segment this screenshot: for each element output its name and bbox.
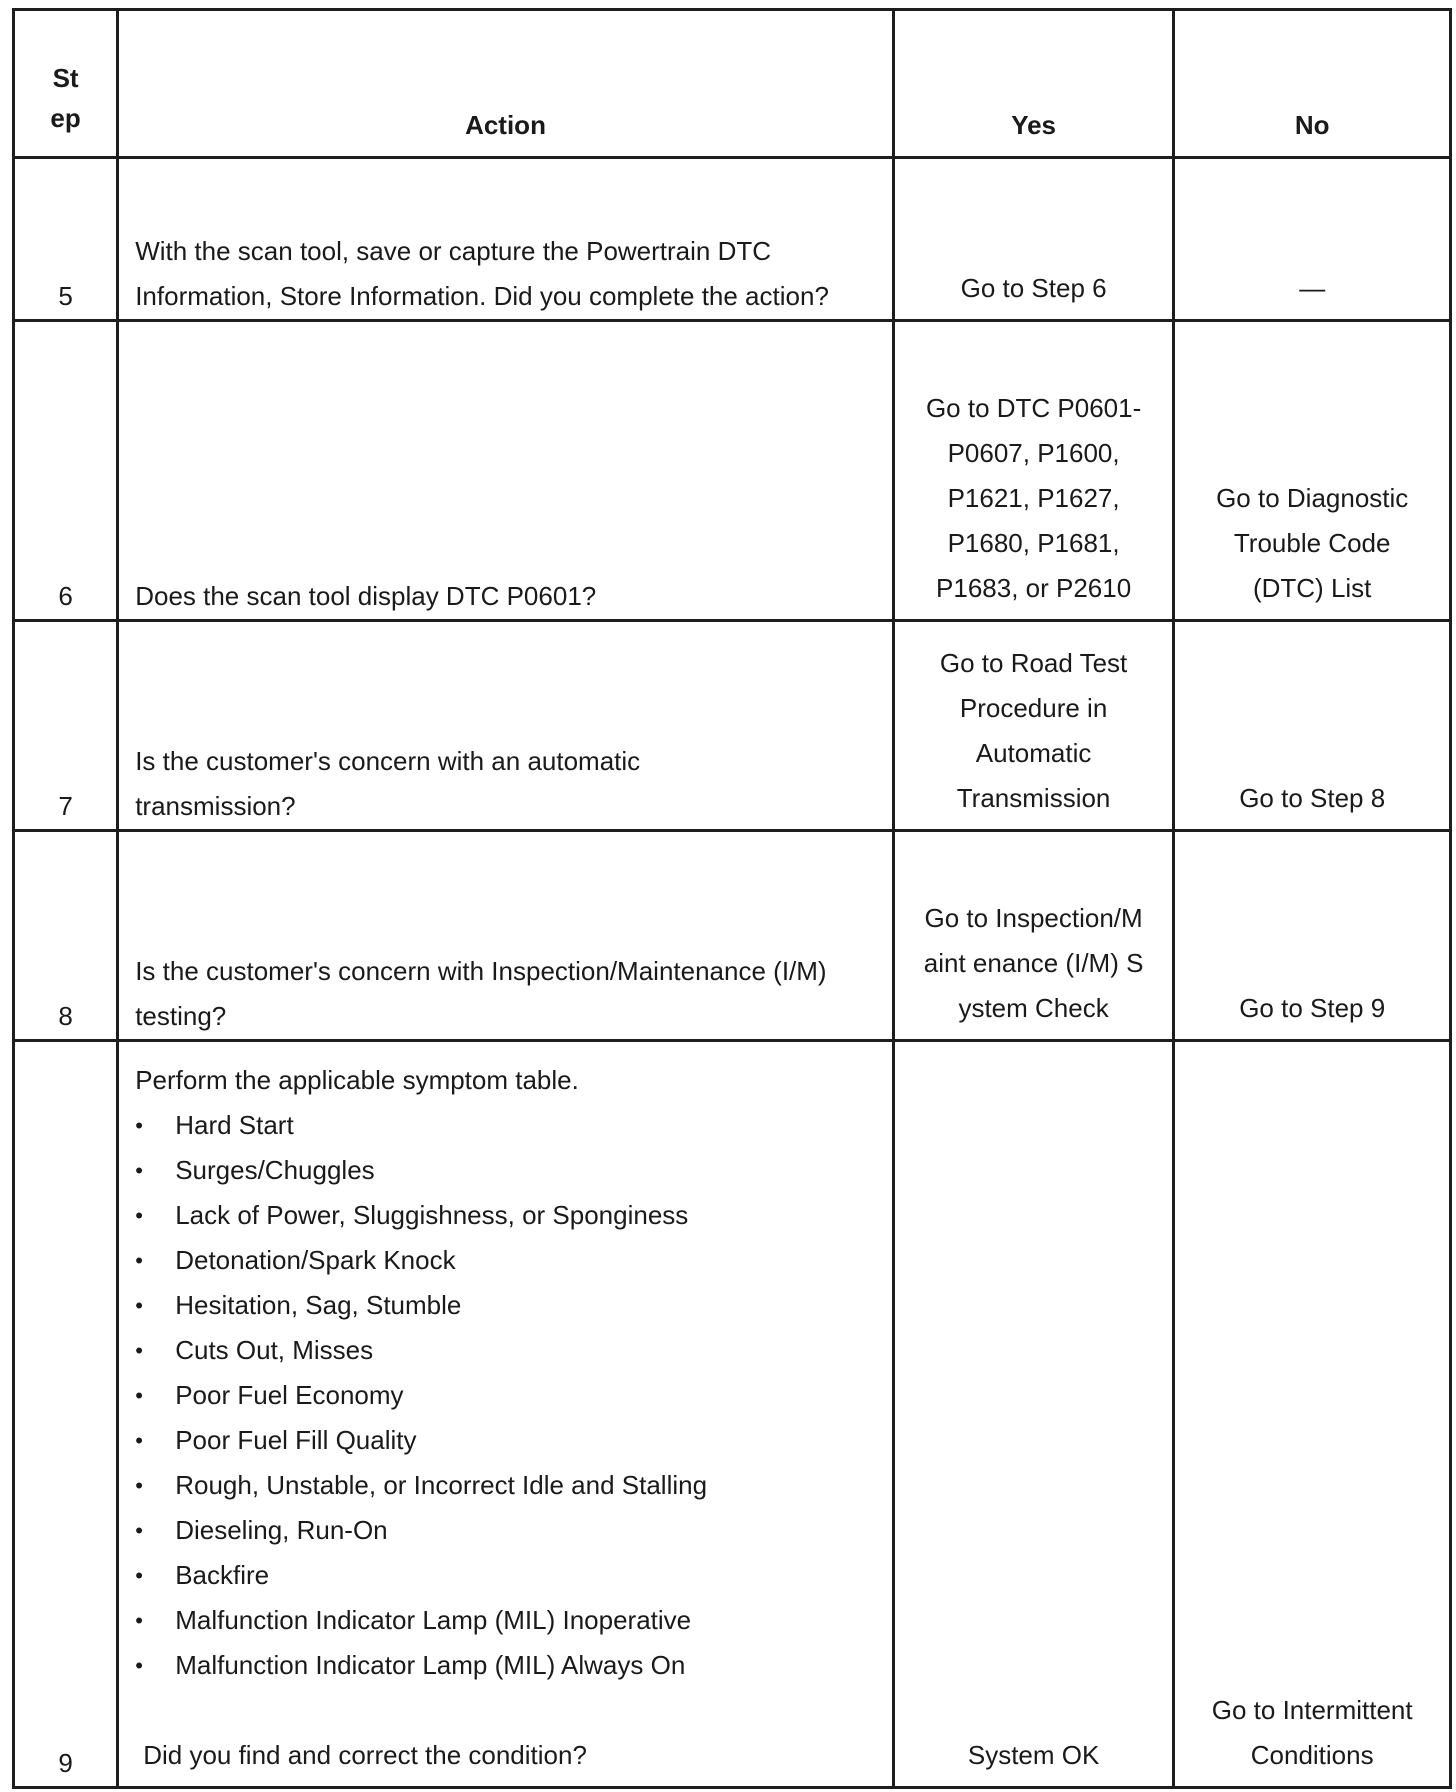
yes-cell: Go to Step 6 <box>893 158 1174 321</box>
header-action: Action <box>118 10 894 158</box>
yes-cell <box>893 831 1174 1041</box>
no-cell: — <box>1174 158 1451 321</box>
table-row <box>14 621 1451 831</box>
yes-text: Go to Road Test Procedure in Automatic Transmission <box>939 648 1128 813</box>
list-item: • Poor Fuel Economy <box>135 1373 878 1418</box>
list-item: • Backfire <box>135 1553 878 1598</box>
step-number: 7 <box>14 621 118 831</box>
action-cell: Does the scan tool display DTC P0601? <box>118 321 894 621</box>
list-item: • Poor Fuel Fill Quality <box>135 1418 878 1463</box>
table-row <box>14 831 1451 1041</box>
yes-cell <box>893 321 1174 621</box>
action-text: Is the customer's concern with an automatic transmission? <box>135 746 641 821</box>
list-item: • Dieseling, Run-On <box>135 1508 878 1553</box>
list-item: • Hard Start <box>135 1103 878 1148</box>
header-yes: Yes <box>893 10 1174 158</box>
action-cell: Is the customer's concern with Inspection/Maintenance (I/M) testing? <box>118 831 894 1041</box>
list-item: • Surges/Chuggles <box>135 1148 878 1193</box>
table-header-row <box>14 10 1451 158</box>
yes-text: Go to DTC P0601-P0607, P1600, P1621, P1627, P1680, P1681, P1683, or P2610 <box>925 393 1142 603</box>
list-item: • Lack of Power, Sluggishness, or Sponginess <box>135 1193 878 1238</box>
step-number: 5 <box>14 158 118 321</box>
action-cell <box>118 1041 894 1788</box>
header-no: No <box>1174 10 1451 158</box>
step-number: 6 <box>14 321 118 621</box>
no-cell <box>1174 321 1451 621</box>
action-intro: Perform the applicable symptom table. <box>135 1065 579 1095</box>
no-cell <box>1174 1041 1451 1788</box>
list-item: • Malfunction Indicator Lamp (MIL) Inoperative <box>135 1598 878 1643</box>
list-item: • Detonation/Spark Knock <box>135 1238 878 1283</box>
yes-cell: System OK <box>893 1041 1174 1788</box>
symptom-list <box>135 1103 878 1688</box>
table-row <box>14 158 1451 321</box>
list-item: • Malfunction Indicator Lamp (MIL) Always On <box>135 1643 878 1688</box>
no-cell: Go to Step 8 <box>1174 621 1451 831</box>
diagnostic-table-page <box>12 8 1452 1789</box>
diagnostic-steps-table <box>12 8 1452 1789</box>
action-cell <box>118 621 894 831</box>
header-step <box>14 10 118 158</box>
action-question: Did you find and correct the condition? <box>143 1740 587 1770</box>
step-number: 8 <box>14 831 118 1041</box>
list-item: • Hesitation, Sag, Stumble <box>135 1283 878 1328</box>
header-step-text: St ep <box>50 63 81 133</box>
yes-cell <box>893 621 1174 831</box>
action-cell: With the scan tool, save or capture the Powertrain DTC Information, Store Information. Did you complete the action? <box>118 158 894 321</box>
table-row <box>14 321 1451 621</box>
table-row <box>14 1041 1451 1788</box>
step-number: 9 <box>14 1041 118 1788</box>
no-text: Go to Diagnostic Trouble Code (DTC) List <box>1216 483 1409 603</box>
yes-text: Go to Inspection/Maint enance (I/M) System Check <box>923 903 1144 1023</box>
no-text: Go to Intermittent Conditions <box>1211 1695 1413 1770</box>
no-cell: Go to Step 9 <box>1174 831 1451 1041</box>
list-item: • Cuts Out, Misses <box>135 1328 878 1373</box>
list-item: • Rough, Unstable, or Incorrect Idle and Stalling <box>135 1463 878 1508</box>
